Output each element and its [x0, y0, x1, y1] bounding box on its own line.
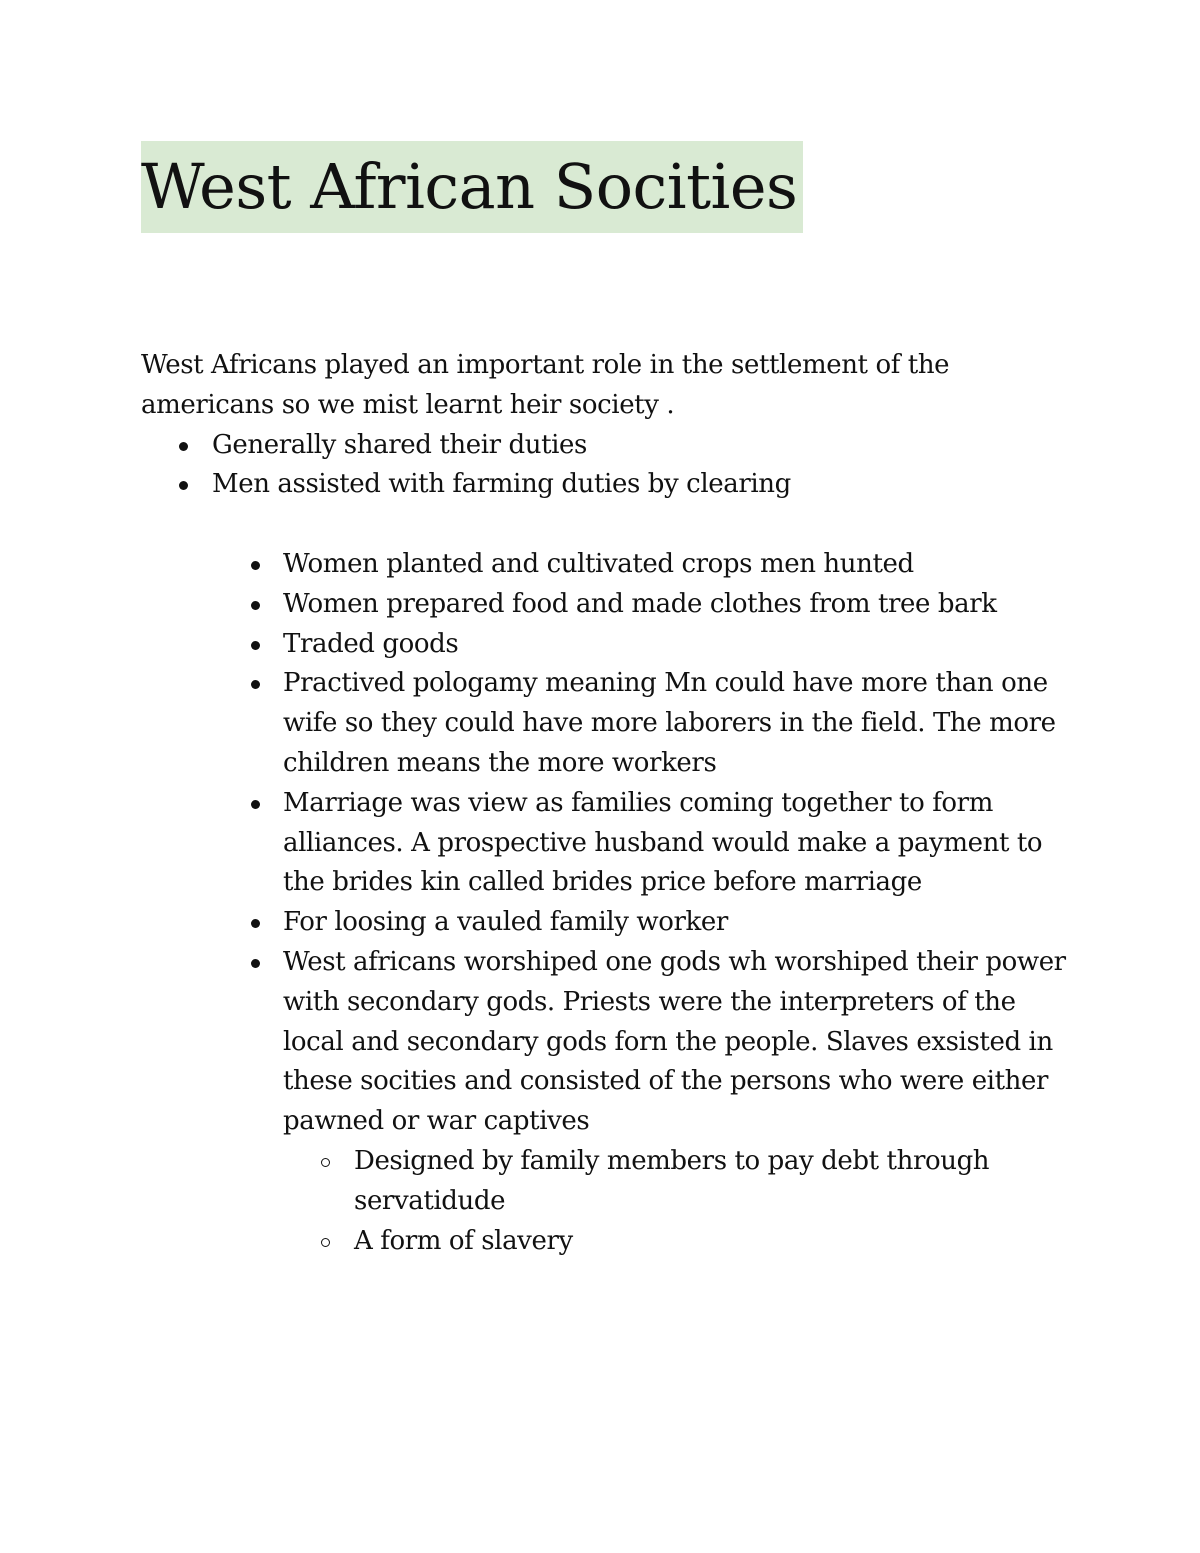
list-item: [141, 625, 1071, 665]
filled-bullet-icon: [251, 561, 260, 570]
list-item: [141, 784, 1071, 903]
intro-paragraph: West Africans played an important role in the settlement of the americans so we mist learnt heir society .: [141, 350, 950, 420]
list-item-text: Men assisted with farming duties by clearing: [212, 469, 791, 500]
list-item-text: Generally shared their duties: [212, 429, 587, 460]
list-item: [141, 664, 1071, 783]
document-title: West African Socities: [141, 150, 798, 223]
filled-bullet-icon: [251, 959, 260, 968]
list-item: [283, 1142, 1071, 1222]
list-item-text: Designed by family members to pay debt through servatidude: [354, 1145, 990, 1216]
bullet-list-level2: [141, 545, 1071, 1261]
list-item: [141, 545, 1071, 585]
filled-bullet-icon: [251, 641, 260, 650]
list-item-text: West africans worshiped one gods wh worshiped their power with secondary gods. Priests were the interpreters of the local and secondary gods forn the people. Slaves exsisted in these socities and consisted of the persons who were either pawned or war captives: [283, 946, 1066, 1137]
list-item-text: Practived pologamy meaning Mn could have more than one wife so they could have more laborers in the field. The more children means the more workers: [283, 668, 1056, 778]
bullet-list-level1: [141, 426, 1071, 506]
list-item: [141, 426, 1071, 466]
filled-bullet-icon: [251, 800, 260, 809]
document-body: [141, 346, 1071, 1261]
list-item: [141, 903, 1071, 943]
bullet-list-level3: [283, 1142, 1071, 1261]
list-item-text: Traded goods: [283, 628, 459, 659]
filled-bullet-icon: [251, 601, 260, 610]
hollow-bullet-icon: [321, 1158, 330, 1167]
filled-bullet-icon: [179, 442, 188, 451]
list-item: [141, 585, 1071, 625]
title-highlight: [141, 141, 803, 233]
filled-bullet-icon: [179, 481, 188, 490]
list-item: [141, 943, 1071, 1261]
list-item: [283, 1222, 1071, 1262]
list-item-text: Marriage was view as families coming together to form alliances. A prospective husband would make a payment to the brides kin called brides price before marriage: [283, 787, 1043, 898]
list-item-text: Women prepared food and made clothes from tree bark: [283, 588, 997, 619]
list-item-text: For loosing a vauled family worker: [283, 907, 728, 938]
list-item: [141, 465, 1071, 505]
filled-bullet-icon: [251, 680, 260, 689]
filled-bullet-icon: [251, 919, 260, 928]
list-item-text: Women planted and cultivated crops men hunted: [283, 548, 914, 579]
list-item-text: A form of slavery: [354, 1225, 573, 1256]
hollow-bullet-icon: [321, 1238, 330, 1247]
